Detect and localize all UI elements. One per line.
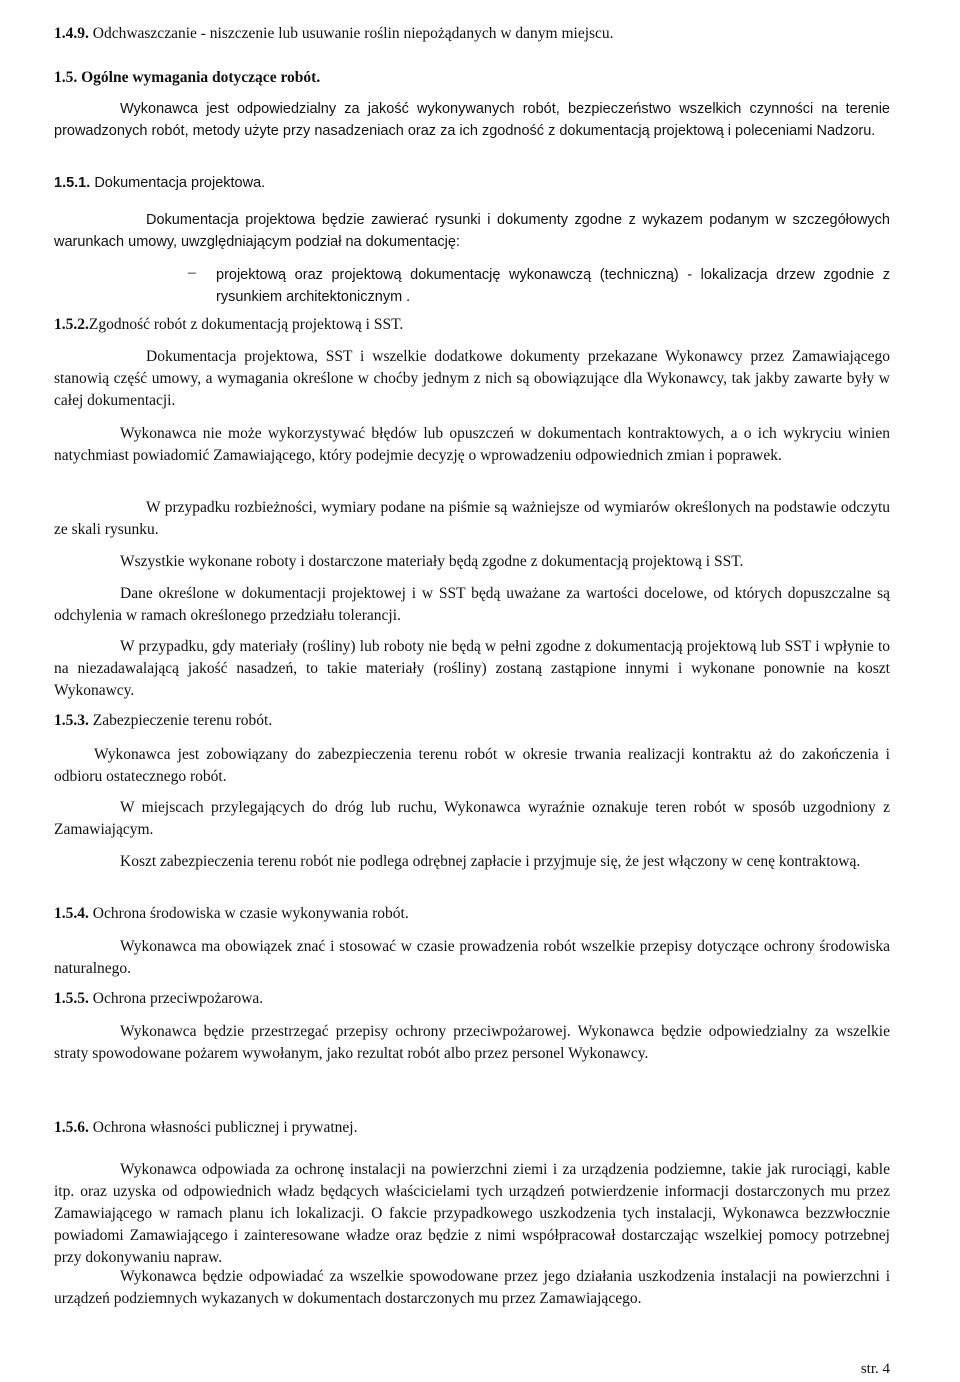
heading-1-5-2: 1.5.2.Zgodność robót z dokumentacją projektową i SST. [54,316,404,333]
paragraph: Dokumentacja projektowa będzie zawierać rysunki i dokumenty zgodne z wykazem podanym w szczegółowych warunkach umowy, uwzględniającym podział na dokumentację: [54,212,890,250]
bullet-dash: – [188,264,196,281]
page-number: str. 4 [860,1361,890,1377]
heading-1-5-4: 1.5.4. Ochrona środowiska w czasie wykonywania robót. [54,905,409,922]
bullet-item: projektową oraz projektową dokumentację wykonawczą (techniczną) - lokalizacja drzew zgodnie z rysunkiem architektonicznym . [216,267,890,305]
paragraph: Dokumentacja projektowa, SST i wszelkie dodatkowe dokumenty przekazane Wykonawcy przez Zamawiającego stanowią część umowy, a wymagania określone w choćby jednym z nich są obowiązujące dla Wykonawcy, tak jakby zawarte były w całej dokumentacji. [54,348,890,409]
heading-1-5-3: 1.5.3. Zabezpieczenie terenu robót. [54,712,273,729]
heading-1-5-5: 1.5.5. Ochrona przeciwpożarowa. [54,990,264,1007]
paragraph: Wykonawca nie może wykorzystywać błędów lub opuszczeń w dokumentach kontraktowych, a o ich wykryciu winien natychmiast powiadomić Zamawiającego, który podejmie decyzję o wprowadzeniu odpowiednich zmian i poprawek. [54,425,890,464]
paragraph: Wykonawca odpowiada za ochronę instalacji na powierzchni ziemi i za urządzenia podziemne, takie jak rurociągi, kable itp. oraz uzyska od odpowiednich władz będących właścicielami tych urządzeń potwierdzenie informacji dostarczonych mu przez Zamawiającego w ramach planu ich lokalizacji. O fakcie przypadkowego uszkodzenia tych instalacji, Wykonawca bezzwłocznie powiadomi Zamawiającego i zainteresowane władze oraz będzie z nimi współpracował dostarczając wszelkiej pomocy potrzebnej przy dokonywaniu napraw. [54,1161,890,1266]
heading-1-5: 1.5. Ogólne wymagania dotyczące robót. [54,69,321,86]
paragraph: Wszystkie wykonane roboty i dostarczone materiały będą zgodne z dokumentacją projektową i SST. [120,553,744,570]
paragraph: Wykonawca ma obowiązek znać i stosować w czasie prowadzenia robót wszelkie przepisy dotyczące ochrony środowiska naturalnego. [54,938,890,977]
paragraph: Wykonawca jest odpowiedzialny za jakość wykonywanych robót, bezpieczeństwo wszelkich czynności na terenie prowadzonych robót, metody użyte przy nasadzeniach oraz za ich zgodność z dokumentacją projektową i poleceniami Nadzoru. [54,101,890,139]
paragraph: Dane określone w dokumentacji projektowej i w SST będą uważane za wartości docelowe, od których dopuszczalne są odchylenia w ramach określonego przedziału tolerancji. [54,585,890,624]
paragraph: Koszt zabezpieczenia terenu robót nie podlega odrębnej zapłacie i przyjmuje się, że jest włączony w cenę kontraktową. [120,853,861,870]
heading-1-5-6: 1.5.6. Ochrona własności publicznej i prywatnej. [54,1119,358,1136]
paragraph: W przypadku rozbieżności, wymiary podane na piśmie są ważniejsze od wymiarów określonych na podstawie odczytu ze skali rysunku. [54,499,890,538]
paragraph: Wykonawca będzie odpowiadać za wszelkie spowodowane przez jego działania uszkodzenia instalacji na powierzchni i urządzeń podziemnych wykazanych w dokumentach dostarczonych mu przez Zamawiającego. [54,1268,890,1307]
paragraph: Wykonawca jest zobowiązany do zabezpieczenia terenu robót w okresie trwania realizacji kontraktu aż do zakończenia i odbioru ostatecznego robót. [54,746,890,785]
paragraph: W przypadku, gdy materiały (rośliny) lub roboty nie będą w pełni zgodne z dokumentacją projektową lub SST i wpłynie to na niezadawalającą jakość nasadzeń, to takie materiały (rośliny) zostaną zastąpione innymi i wykonane ponownie na koszt Wykonawcy. [54,638,890,699]
paragraph: Wykonawca będzie przestrzegać przepisy ochrony przeciwpożarowej. Wykonawca będzie odpowiedzialny za wszelkie straty spowodowane pożarem wywołanym, jako rezultat robót albo przez personel Wykonawcy. [54,1023,890,1062]
heading-1-5-1: 1.5.1. Dokumentacja projektowa. [54,175,266,191]
paragraph: W miejscach przylegających do dróg lub ruchu, Wykonawca wyraźnie oznakuje teren robót w sposób uzgodniony z Zamawiającym. [54,799,890,838]
heading-1-4-9: 1.4.9. Odchwaszczanie - niszczenie lub usuwanie roślin niepożądanych w danym miejscu. [54,25,614,42]
